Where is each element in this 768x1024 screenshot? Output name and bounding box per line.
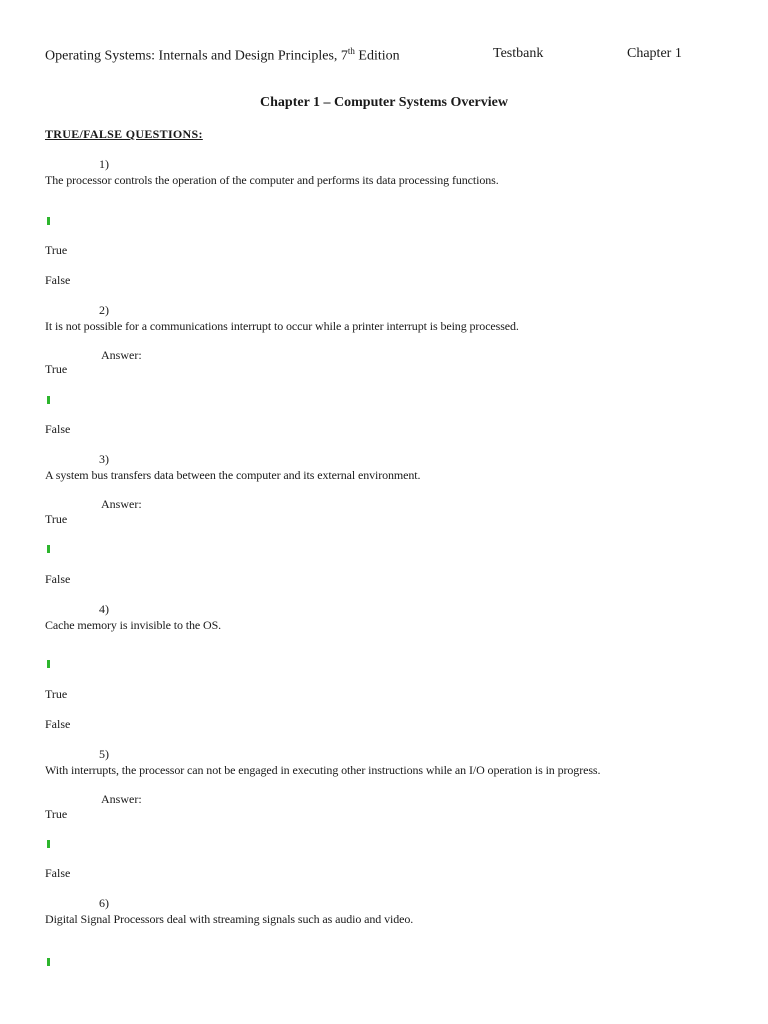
question-number: 6) <box>99 896 109 910</box>
option-false[interactable]: False <box>45 866 71 880</box>
option-true[interactable]: True <box>45 243 68 257</box>
header-book-title-text: Operating Systems: Internals and Design Principles, 7 <box>45 48 348 64</box>
option-false[interactable]: False <box>45 422 71 436</box>
header-edition-sup: th <box>347 46 355 56</box>
question-text: A system bus transfers data between the computer and its external environment. <box>45 468 421 482</box>
answer-marker-icon <box>47 217 50 225</box>
answer-label: Answer: <box>101 348 142 362</box>
option-true[interactable]: True <box>45 362 68 376</box>
page-header <box>45 46 685 66</box>
answer-label: Answer: <box>101 497 142 511</box>
header-book-title <box>45 46 400 65</box>
question-text: Cache memory is invisible to the OS. <box>45 618 222 632</box>
question-text: With interrupts, the processor can not be engaged in executing other instructions while an I/O operation is in progress. <box>45 763 601 777</box>
question-number: 1) <box>99 157 109 171</box>
question-number: 5) <box>99 747 109 761</box>
question-text: It is not possible for a communications interrupt to occur while a printer interrupt is being processed. <box>45 319 519 333</box>
header-chapter: Chapter 1 <box>627 46 682 61</box>
section-heading: TRUE/FALSE QUESTIONS: <box>45 127 203 141</box>
question-text: Digital Signal Processors deal with streaming signals such as audio and video. <box>45 912 414 926</box>
question-number: 2) <box>99 303 109 317</box>
page-title: Chapter 1 – Computer Systems Overview <box>260 95 508 110</box>
question-text: The processor controls the operation of the computer and performs its data processing functions. <box>45 173 499 187</box>
option-true[interactable]: True <box>45 687 68 701</box>
option-false[interactable]: False <box>45 717 71 731</box>
question-number: 4) <box>99 602 109 616</box>
answer-marker-icon <box>47 660 50 668</box>
answer-marker-icon <box>47 545 50 553</box>
option-true[interactable]: True <box>45 807 68 821</box>
option-true[interactable]: True <box>45 512 68 526</box>
answer-marker-icon <box>47 396 50 404</box>
question-number: 3) <box>99 452 109 466</box>
option-false[interactable]: False <box>45 273 71 287</box>
answer-marker-icon <box>47 840 50 848</box>
answer-label: Answer: <box>101 792 142 806</box>
header-testbank: Testbank <box>493 46 544 61</box>
answer-marker-icon <box>47 958 50 966</box>
header-edition-word: Edition <box>354 48 400 64</box>
option-false[interactable]: False <box>45 572 71 586</box>
